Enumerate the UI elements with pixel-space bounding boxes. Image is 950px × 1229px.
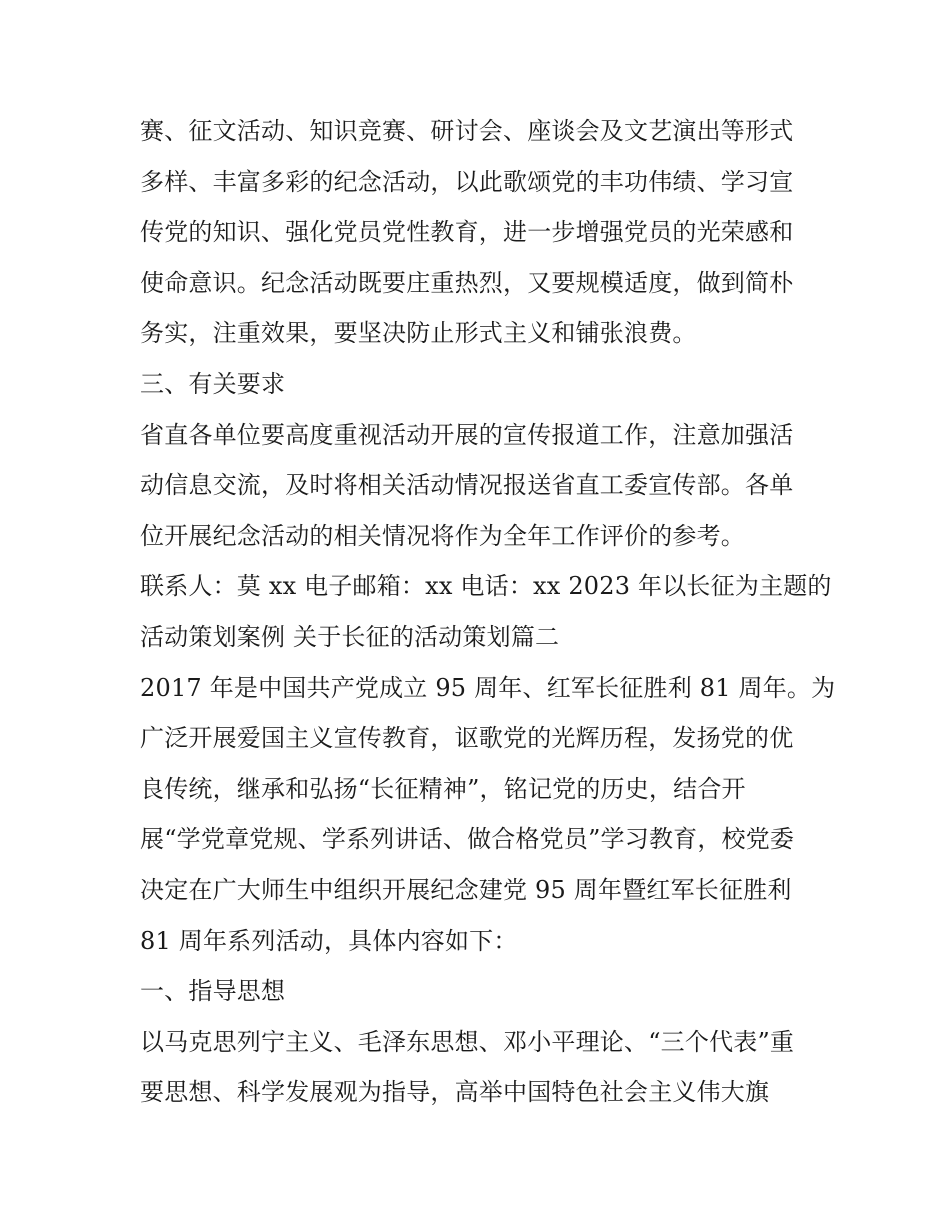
text-line: 赛、征文活动、知识竞赛、研讨会、座谈会及文艺演出等形式 [140,117,794,145]
text-line: 传党的知识、强化党员党性教育，进一步增强党员的光荣感和 [140,218,794,247]
text-line: 动信息交流，及时将相关活动情况报送省直工委宣传部。各单 [140,471,794,500]
text-line: 广泛开展爱国主义宣传教育，讴歌党的光辉历程，发扬党的优 [140,724,794,753]
text-line: 多样、丰富多彩的纪念活动，以此歌颂党的丰功伟绩、学习宣 [140,167,794,196]
contact-line: 联系人：莫 xx 电子邮箱：xx 电话：xx 2023 年以长征为主题的 [140,572,832,601]
section-heading: 三、有关要求 [140,369,286,398]
text-line: 良传统，继承和弘扬“长征精神”，铭记党的历史，结合开 [140,774,746,803]
text-line: 以马克思列宁主义、毛泽东思想、邓小平理论、“三个代表”重 [140,1027,795,1056]
text-line: 务实，注重效果，要坚决防止形式主义和铺张浪费。 [140,319,697,348]
text-line: 81 周年系列活动，具体内容如下： [140,926,518,955]
text-line: 决定在广大师生中组织开展纪念建党 95 周年暨红军长征胜利 [140,875,792,904]
text-line: 要思想、科学发展观为指导，高举中国特色社会主义伟大旗 [140,1078,770,1107]
text-line: 活动策划案例 关于长征的活动策划篇二 [140,622,560,651]
text-line: 展“学党章党规、学系列讲话、做合格党员”学习教育，校党委 [140,825,795,854]
text-line: 省直各单位要高度重视活动开展的宣传报道工作，注意加强活 [140,420,794,449]
section-heading: 一、指导思想 [140,977,286,1006]
text-line: 位开展纪念活动的相关情况将作为全年工作评价的参考。 [140,521,745,550]
document-body [140,106,836,1118]
text-line: 使命意识。纪念活动既要庄重热烈，又要规模适度，做到简朴 [140,268,794,297]
text-line: 2017 年是中国共产党成立 95 周年、红军长征胜利 81 周年。为 [140,673,836,702]
